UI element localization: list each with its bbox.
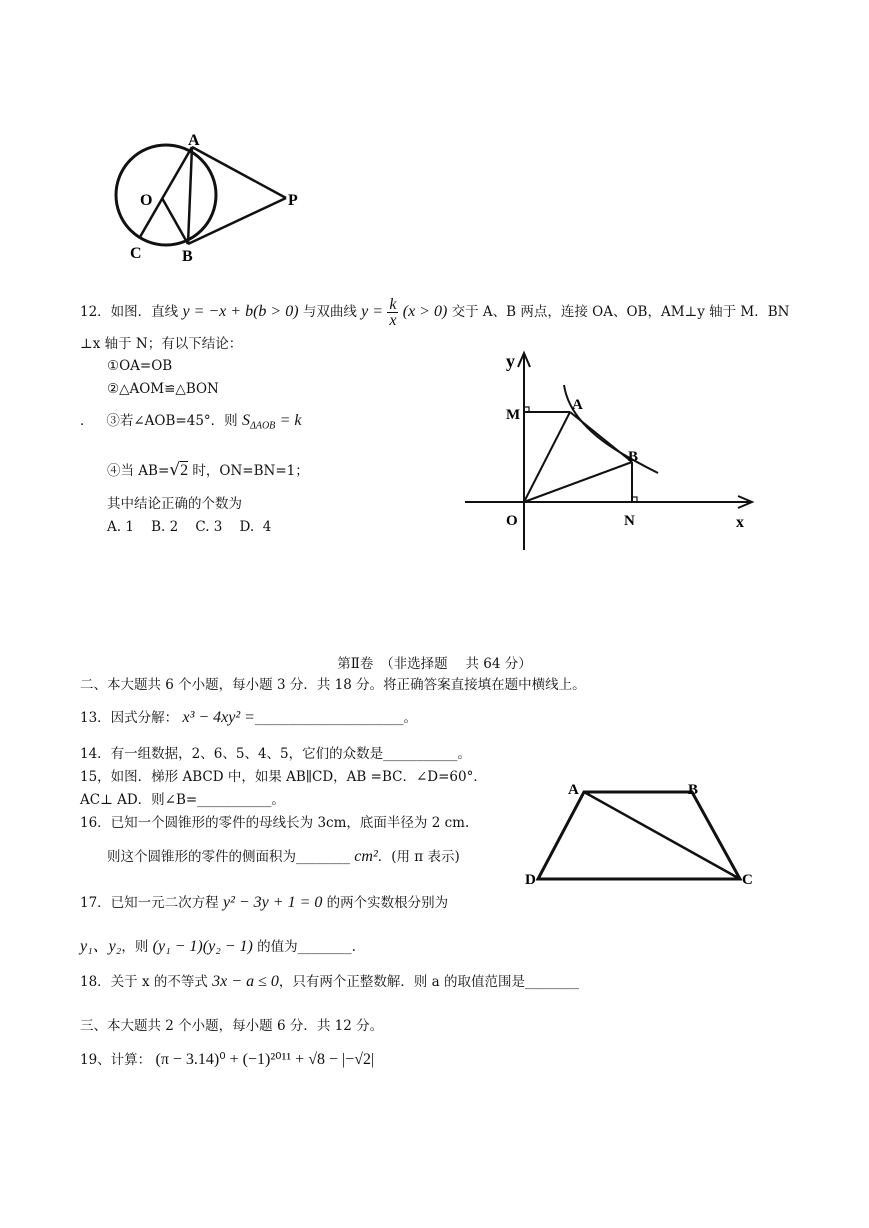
fraction-numerator: k — [389, 296, 397, 313]
label-c: C — [130, 245, 142, 262]
q12-options-text: A. 1 B. 2 C. 3 D. 4 — [107, 519, 272, 535]
segment-ob — [524, 462, 632, 502]
q12-question: 其中结论正确的个数为 — [107, 496, 242, 512]
q12-text-pre: 12．如图．直线 — [80, 304, 179, 320]
q18-text-post: ，只有两个正整数解．则 a 的取值范围是________ — [278, 974, 579, 990]
q16-line1: 16．已知一个圆锥形的零件的母线长为 3cm，底面半径为 2 cm. — [80, 815, 470, 831]
q12-hyperbola-domain: (x > 0) — [402, 303, 448, 320]
q14: 14．有一组数据，2、6、5、4、5，它们的众数是___________。 — [80, 746, 471, 762]
q12-c3-eq: = k — [279, 412, 302, 429]
q16-text: 则这个圆锥形的零件的侧面积为________ — [107, 849, 350, 865]
label-a: A — [572, 397, 583, 413]
circle-o — [116, 145, 216, 245]
segment-ab — [570, 412, 632, 462]
q13-expression: x³ − 4xy² = — [182, 709, 255, 726]
tangent-pa — [192, 147, 286, 198]
q12-line2: ⊥x 轴于 N；有以下结论： — [80, 336, 243, 352]
label-a: A — [188, 132, 200, 149]
coordinate-graph-figure — [460, 345, 760, 555]
label-m: M — [506, 407, 521, 423]
q12-line1 — [80, 297, 789, 328]
label-p: P — [288, 192, 298, 209]
q12-c4-text: ④当 AB= — [107, 463, 170, 479]
label-c: C — [742, 872, 753, 888]
q12-c4-post: 时，ON=BN=1； — [192, 463, 309, 479]
q12-line-equation: y = −x + b(b > 0) — [182, 303, 299, 320]
q15-line1: 15，如图．梯形 ABCD 中，如果 AB∥CD，AB =BC．∠D=60°． — [80, 769, 487, 785]
chord-ab — [188, 147, 192, 244]
section2-title: 第Ⅱ卷 （非选择题 共 64 分） — [337, 656, 532, 672]
q18-inequality: 3x − a ≤ 0 — [212, 973, 279, 990]
trapezoid-figure — [520, 772, 770, 897]
q15-line2: AC⊥ AD．则∠B=___________。 — [80, 792, 285, 808]
q12-text-mid: 与双曲线 — [302, 304, 357, 320]
q12-c3-area: S — [241, 412, 250, 429]
q13-blank: ______________________ — [254, 710, 404, 726]
q16-line2 — [107, 847, 460, 867]
q13 — [80, 708, 417, 728]
q13-text: 13．因式分解： — [80, 710, 179, 726]
q12-fraction — [387, 297, 398, 328]
label-b: B — [182, 248, 193, 265]
label-o: O — [506, 513, 518, 529]
q16-note: ．(用 π 表示) — [377, 849, 460, 865]
q17-equation: y² − 3y + 1 = 0 — [222, 894, 323, 911]
q17-text-pre: 17．已知一元二次方程 — [80, 895, 219, 911]
q19 — [80, 1050, 374, 1070]
q12-c3-text: ③若∠AOB=45°．则 — [106, 413, 238, 429]
label-o: O — [140, 192, 153, 209]
q16-unit: cm² — [354, 848, 378, 865]
section2-intro: 二、本大题共 6 个小题，每小题 3 分．共 18 分。将正确答案直接填在题中横线上。 — [80, 677, 586, 693]
q12-c4-root: 2 — [180, 462, 189, 479]
q19-expression: (π − 3.14)⁰ + (−1)²⁰¹¹ + √8 − |−√2| — [155, 1051, 375, 1068]
q12-options — [107, 517, 271, 537]
label-n: N — [624, 513, 635, 529]
label-b: B — [628, 449, 639, 465]
q17-text-mid: ，则 — [121, 939, 149, 955]
q12-c3-sub: ΔAOB — [249, 420, 276, 432]
q17-text-post2: 的值为________. — [257, 939, 356, 955]
fraction-denominator: x — [389, 312, 397, 329]
q13-end: 。 — [403, 710, 417, 726]
q17-line1 — [80, 893, 448, 913]
label-a: A — [568, 782, 579, 798]
q18 — [80, 972, 579, 992]
radius-ob — [162, 198, 188, 244]
q17-text-post: 的两个实数根分别为 — [326, 895, 449, 911]
circle-tangent-figure — [100, 125, 315, 270]
label-x: x — [736, 514, 744, 531]
sqrt-symbol: √ — [169, 460, 181, 480]
trapezoid-abcd — [538, 792, 740, 879]
q12-hyperbola-lhs: y = — [361, 303, 384, 320]
q12-conclusion-4 — [107, 460, 309, 481]
label-b: B — [688, 782, 699, 798]
q17-line2 — [80, 937, 356, 957]
q17-product: (y₁ − 1)(y₂ − 1) — [152, 938, 253, 955]
q19-text: 19、计算： — [80, 1052, 152, 1068]
q18-text-pre: 18．关于 x 的不等式 — [80, 974, 208, 990]
q12-conclusion-1: ①OA=OB — [107, 358, 173, 374]
q17-roots: y₁、y₂ — [80, 938, 122, 955]
label-y: y — [506, 351, 515, 371]
q12-text-post: 交于 A、B 两点，连接 OA、OB，AM⊥y 轴于 M．BN — [451, 304, 790, 320]
section3-intro: 三、本大题共 2 个小题，每小题 6 分．共 12 分。 — [80, 1018, 384, 1034]
q12-bullet-dot: ． — [80, 413, 94, 429]
label-d: D — [525, 872, 536, 888]
tangent-pb — [188, 198, 286, 244]
q12-conclusion-2: ②△AOM≌△BON — [107, 381, 219, 397]
q12-conclusion-3 — [80, 411, 301, 437]
